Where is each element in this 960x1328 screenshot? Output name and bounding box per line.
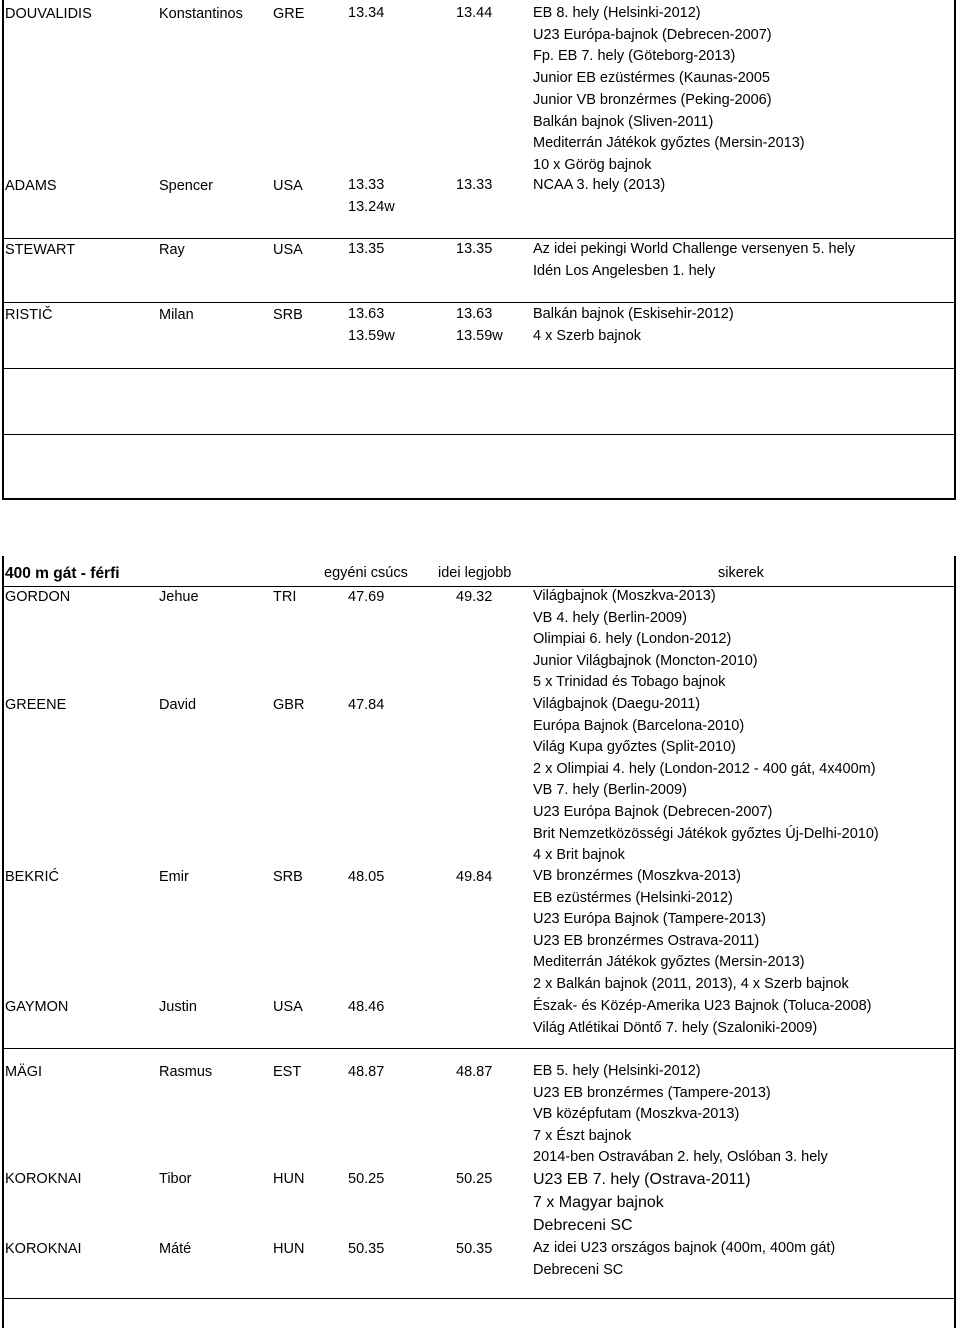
achievements-line: 2 x Balkán bajnok (2011, 2013), 4 x Szerb bajnok [533,975,849,992]
achievements-line: EB 5. hely (Helsinki-2012) [533,1063,701,1079]
season-best: 50.35 [456,1241,493,1257]
achievements [533,1238,835,1281]
athlete-last-name: ADAMS [5,178,57,194]
column-header-pb: egyéni csúcs [324,565,408,581]
achievements-line: U23 EB bronzérmes Ostrava-2011) [533,932,760,949]
personal-best-line: 13.63 [348,306,385,322]
achievements [533,866,849,996]
season-best [456,175,492,197]
column-header-achievements: sikerek [718,565,764,581]
achievements-line: Világ Atlétikai Döntő 7. hely (Szaloniki-2009) [533,1019,818,1036]
achievements [533,694,879,867]
athlete-nation: HUN [273,1171,305,1187]
season-best [456,3,492,25]
achievements [533,1061,828,1169]
achievements-line: 2014-ben Ostravában 2. hely, Oslóban 3. hely [533,1149,828,1166]
achievements [533,304,734,347]
achievements-line: Junior EB ezüstérmes (Kaunas-2005 [533,70,770,87]
season-best: 48.87 [456,1064,493,1080]
athlete-nation: HUN [273,1241,305,1257]
achievements-line: EB ezüstérmes (Helsinki-2012) [533,889,733,906]
achievements-line: Világbajnok (Daegu-2011) [533,696,701,712]
personal-best: 48.46 [348,999,385,1015]
achievements-line: U23 EB bronzérmes (Tampere-2013) [533,1084,771,1101]
athlete-nation: TRI [273,589,297,605]
achievements [533,239,855,282]
achievements-line: U23 EB 7. hely (Ostrava-2011) [533,1171,751,1188]
achievements-line: 4 x Szerb bajnok [533,327,642,344]
season-best-line: 13.63 [456,306,493,322]
achievements-line: 4 x Brit bajnok [533,847,625,864]
athlete-last-name: MÄGI [5,1064,43,1080]
achievements-line: Fp. EB 7. hely (Göteborg-2013) [533,48,736,65]
personal-best [348,304,395,347]
personal-best-line: 13.35 [348,241,385,257]
athlete-first-name: David [159,697,197,713]
achievements-line: Az idei pekingi World Challenge versenyen 5. hely [533,241,856,257]
athlete-last-name: KOROKNAI [5,1171,82,1187]
season-best [456,239,492,261]
achievements-line: Világ Kupa győztes (Split-2010) [533,739,736,756]
athlete-first-name: Emir [159,869,189,885]
achievements-line: Olimpiai 6. hely (London-2012) [533,631,732,648]
personal-best: 47.84 [348,697,385,713]
athlete-last-name: STEWART [5,242,76,258]
achievements-line: 7 x Magyar bajnok [533,1194,664,1211]
row-divider [4,302,954,303]
athlete-nation: EST [273,1064,302,1080]
achievements-line: Világbajnok (Moszkva-2013) [533,588,716,604]
athlete-first-name: Ray [159,242,185,258]
achievements-line: Az idei U23 országos bajnok (400m, 400m gát) [533,1240,836,1256]
athlete-nation: GBR [273,697,305,713]
athlete-first-name: Tibor [159,1171,192,1187]
athlete-last-name: GAYMON [5,999,69,1015]
season-best: 49.32 [456,589,493,605]
achievements-line: Balkán bajnok (Sliven-2011) [533,113,714,130]
personal-best: 48.05 [348,869,385,885]
athlete-first-name: Justin [159,999,197,1015]
personal-best-line: 13.59w [348,327,395,344]
achievements-line: 2 x Olimpiai 4. hely (London-2012 - 400 gát, 4x400m) [533,760,876,777]
personal-best-line: 13.24w [348,198,395,215]
achievements-line: VB középfutam (Moszkva-2013) [533,1106,740,1123]
row-divider [4,1298,954,1299]
season-best [456,304,503,347]
season-best-line: 13.35 [456,241,493,257]
column-header-sb: idei legjobb [438,565,512,581]
achievements-line: U23 Európa-bajnok (Debrecen-2007) [533,26,772,43]
achievements-line: Észak- és Közép-Amerika U23 Bajnok (Toluca-2008) [533,998,872,1014]
personal-best-line: 13.34 [348,5,385,21]
personal-best: 47.69 [348,589,385,605]
athlete-first-name: Spencer [159,178,214,194]
season-best: 49.84 [456,869,493,885]
athlete-nation: SRB [273,869,303,885]
athlete-first-name: Jehue [159,589,199,605]
achievements [533,3,805,177]
achievements-line: U23 Európa Bajnok (Debrecen-2007) [533,803,773,820]
achievements-line: VB 4. hely (Berlin-2009) [533,609,687,626]
achievements-line: NCAA 3. hely (2013) [533,177,666,193]
personal-best: 50.25 [348,1171,385,1187]
personal-best-line: 13.33 [348,177,385,193]
personal-best [348,239,384,261]
achievements-line: Idén Los Angelesben 1. hely [533,262,716,279]
athlete-last-name: GREENE [5,697,67,713]
personal-best: 48.87 [348,1064,385,1080]
athlete-last-name: RISTIČ [5,307,53,323]
row-divider [4,1048,954,1049]
athlete-first-name: Rasmus [159,1064,213,1080]
section-title: 400 m gát - férfi [5,565,120,582]
achievements-line: VB 7. hely (Berlin-2009) [533,782,687,799]
row-divider [4,368,954,369]
achievements [533,996,871,1039]
achievements [533,175,665,197]
personal-best: 50.35 [348,1241,385,1257]
achievements-line: Mediterrán Játékok győztes (Mersin-2013) [533,135,805,152]
athlete-nation: SRB [273,307,303,323]
athlete-last-name: GORDON [5,589,71,605]
season-best-line: 13.33 [456,177,493,193]
athlete-last-name: KOROKNAI [5,1241,82,1257]
athlete-last-name: DOUVALIDIS [5,6,92,22]
athlete-nation: USA [273,242,303,258]
athlete-first-name: Milan [159,307,194,323]
season-best-line: 13.44 [456,5,493,21]
athlete-last-name: BEKRIĆ [5,869,59,885]
personal-best [348,175,395,218]
achievements [533,1168,751,1237]
achievements-line: 7 x Észt bajnok [533,1127,632,1144]
achievements-line: VB bronzérmes (Moszkva-2013) [533,868,741,884]
achievements-line: 10 x Görög bajnok [533,156,652,173]
athlete-nation: USA [273,999,303,1015]
personal-best [348,3,384,25]
season-best-line: 13.59w [456,327,503,344]
achievements-line: Debreceni SC [533,1261,624,1278]
achievements-line: Brit Nemzetközösségi Játékok győztes Új-Delhi-2010) [533,825,879,842]
achievements-line: EB 8. hely (Helsinki-2012) [533,5,701,21]
athlete-nation: USA [273,178,303,194]
season-best: 50.25 [456,1171,493,1187]
athlete-nation: GRE [273,6,305,22]
achievements-line: 5 x Trinidad és Tobago bajnok [533,674,726,691]
row-divider [4,434,954,435]
achievements-line: U23 Európa Bajnok (Tampere-2013) [533,911,766,928]
athlete-first-name: Máté [159,1241,192,1257]
achievements-line: Junior VB bronzérmes (Peking-2006) [533,91,772,108]
achievements [533,586,758,694]
athlete-first-name: Konstantinos [159,6,243,22]
achievements-line: Európa Bajnok (Barcelona-2010) [533,717,745,734]
achievements-line: Mediterrán Játékok győztes (Mersin-2013) [533,954,805,971]
achievements-line: Junior Világbajnok (Moncton-2010) [533,652,758,669]
achievements-line: Debreceni SC [533,1217,633,1234]
achievements-line: Balkán bajnok (Eskisehir-2012) [533,306,734,322]
